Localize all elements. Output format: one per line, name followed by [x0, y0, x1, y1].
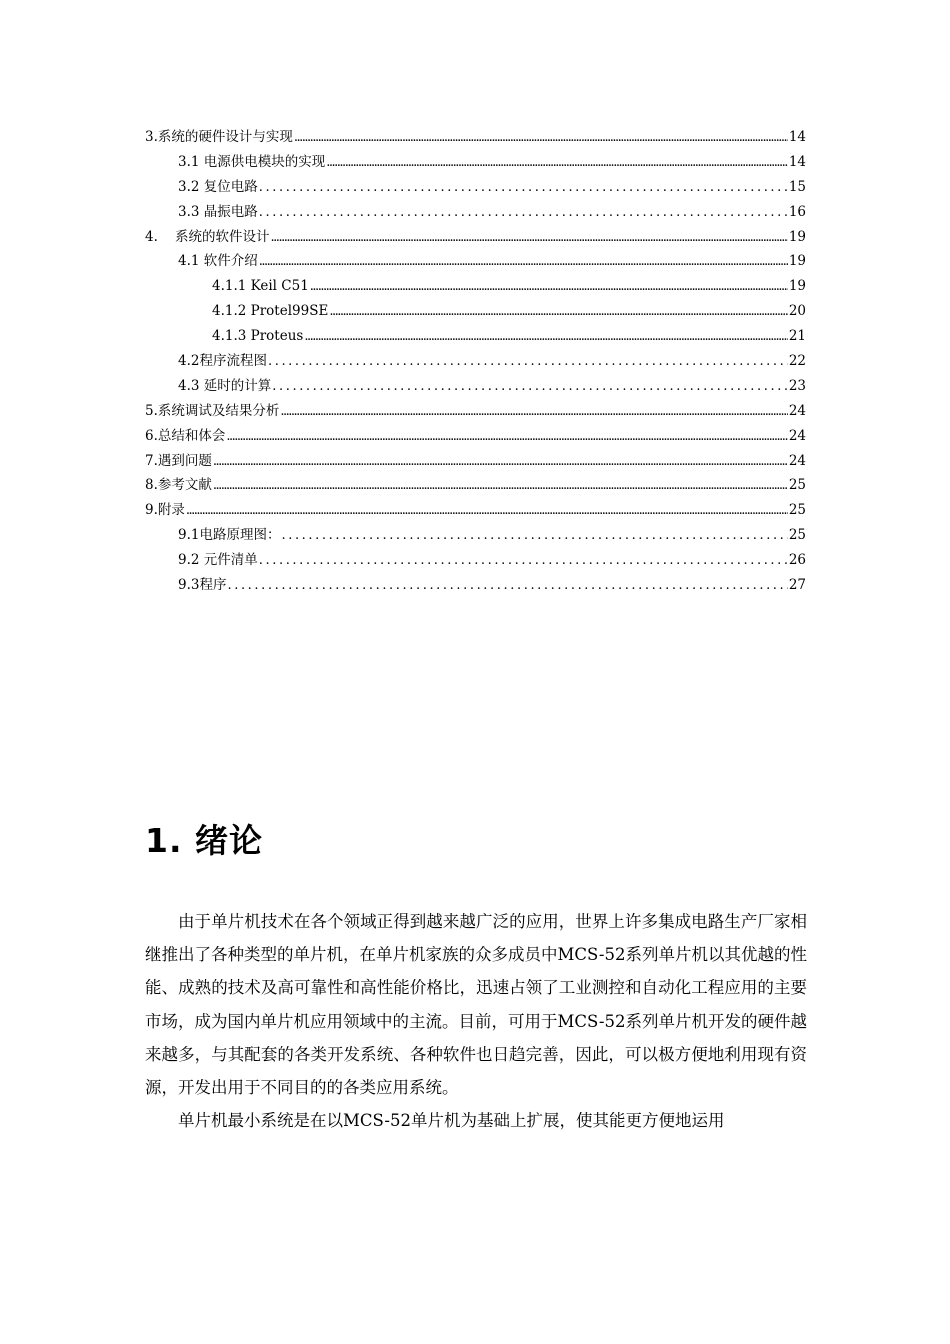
toc-entry-page: 14 [788, 129, 806, 145]
toc-entry-label: 9.附录 [145, 502, 185, 519]
toc-entry-label: 9.1电路原理图： [178, 527, 281, 544]
toc-entry[interactable] [145, 523, 806, 548]
toc-leader-dots [213, 474, 788, 499]
toc-entry-page: 24 [788, 427, 806, 444]
toc-leader-dots [186, 499, 788, 524]
toc-entry-page: 24 [788, 402, 806, 419]
toc-entry-label: 4.1.1 Keil C51 [212, 278, 309, 295]
toc-entry[interactable] [145, 299, 806, 324]
toc-entry[interactable] [145, 498, 806, 523]
toc-entry[interactable] [145, 349, 806, 374]
toc-entry-page: 25 [788, 502, 806, 519]
toc-leader-dots [268, 350, 788, 375]
toc-entry-label: 4.3 延时的计算 [178, 377, 272, 394]
toc-entry[interactable] [145, 150, 806, 175]
toc-leader-dots [294, 126, 788, 151]
toc-entry[interactable] [145, 225, 806, 250]
chapter-body [145, 905, 807, 1137]
toc-entry-label: 4.1.2 Protel99SE [212, 303, 329, 320]
toc-entry-page: 23 [788, 377, 806, 394]
toc-entry[interactable] [145, 424, 806, 449]
toc-leader-dots [259, 250, 788, 275]
toc-leader-dots [281, 524, 787, 549]
toc-entry-label: 4.2程序流程图 [178, 353, 267, 370]
toc-entry[interactable] [145, 274, 806, 299]
toc-entry-label: 8.参考文献 [145, 477, 212, 494]
toc-entry-label: 4.1.3 Proteus [212, 328, 304, 345]
toc-entry-label: 4.1 软件介绍 [178, 253, 258, 270]
toc-entry-label: 3.1 电源供电模块的实现 [178, 153, 326, 170]
toc-leader-dots [227, 574, 787, 599]
toc-entry-label: 3.系统的硬件设计与实现 [145, 129, 293, 145]
toc-leader-dots [259, 201, 788, 226]
toc-entry-page: 24 [788, 452, 806, 469]
toc-leader-dots [310, 275, 788, 300]
toc-leader-dots [271, 226, 788, 251]
toc-entry-page: 20 [788, 303, 806, 320]
toc-entry-label: 5.系统调试及结果分析 [145, 402, 280, 419]
toc-entry-page: 25 [788, 527, 806, 544]
table-of-contents [145, 125, 806, 598]
chapter-title: 1. 绪论 [145, 821, 263, 860]
toc-entry[interactable] [145, 200, 806, 225]
toc-entry-page: 19 [788, 228, 806, 245]
toc-entry-page: 19 [788, 278, 806, 295]
toc-entry[interactable] [145, 125, 806, 150]
toc-entry-label: 3.3 晶振电路 [178, 203, 258, 220]
toc-entry[interactable] [145, 573, 806, 598]
toc-entry-label: 7.遇到问题 [145, 452, 212, 469]
body-paragraph: 单片机最小系统是在以MCS-52单片机为基础上扩展，使其能更方便地运用 [178, 1111, 725, 1131]
toc-entry-page: 21 [788, 328, 806, 345]
toc-entry[interactable] [145, 249, 806, 274]
toc-entry-page: 19 [788, 253, 806, 270]
toc-entry-page: 27 [788, 577, 806, 594]
toc-entry-label: 6.总结和体会 [145, 427, 226, 444]
toc-entry-label: 3.2 复位电路 [178, 178, 258, 195]
toc-entry[interactable] [145, 548, 806, 573]
toc-entry-page: 25 [788, 477, 806, 494]
toc-entry[interactable] [145, 374, 806, 399]
toc-entry[interactable] [145, 324, 806, 349]
toc-leader-dots [272, 375, 788, 400]
toc-entry[interactable] [145, 473, 806, 498]
toc-entry-page: 14 [788, 153, 806, 170]
toc-entry-label: 9.2 元件清单 [178, 552, 258, 569]
body-paragraph: 由于单片机技术在各个领域正得到越来越广泛的应用，世界上许多集成电路生产厂家相继推出了各种类型的单片机，在单片机家族的众多成员中MCS-52系列单片机以其优越的性能、成熟的技术及高可靠性和高性能价格比，迅速占领了工业测控和自动化工程应用的主要市场，成为国内单片机应用领域中的主流。目前，可用于MCS-52系列单片机开发的硬件越来越多，与其配套的各类开发系统、各种软件也日趋完善，因此，可以极方便地利用现有资源，开发出用于不同目的的各类应用系统。 [145, 912, 807, 1098]
toc-entry-page: 15 [788, 178, 806, 195]
toc-entry-label: 9.3程序 [178, 577, 227, 594]
toc-leader-dots [259, 176, 788, 201]
toc-leader-dots [326, 151, 788, 176]
toc-entry-page: 26 [788, 552, 806, 569]
toc-entry-label: 4. 系统的软件设计 [145, 228, 270, 245]
toc-leader-dots [304, 325, 787, 350]
toc-entry-page: 22 [788, 353, 806, 370]
toc-leader-dots [226, 425, 787, 450]
toc-entry-page: 16 [788, 203, 806, 220]
toc-leader-dots [213, 450, 788, 475]
toc-leader-dots [280, 400, 787, 425]
toc-entry[interactable] [145, 449, 806, 474]
toc-entry[interactable] [145, 399, 806, 424]
toc-leader-dots [329, 300, 787, 325]
toc-entry[interactable] [145, 175, 806, 200]
toc-leader-dots [259, 549, 788, 574]
